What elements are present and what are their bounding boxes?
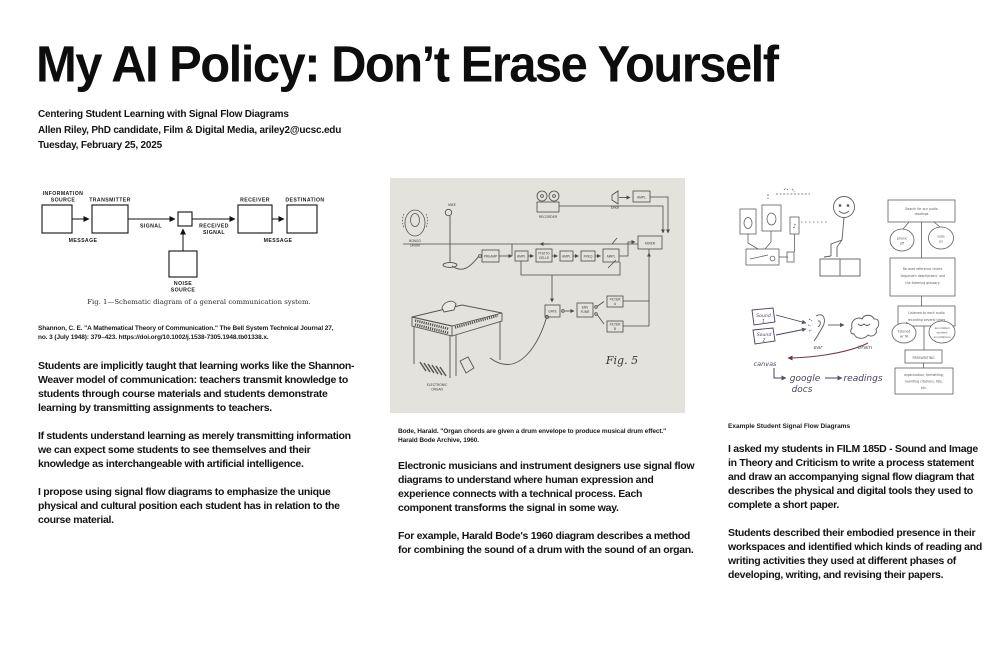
info-source-label: INFORMATION	[42, 191, 84, 197]
svg-text:SIGNAL: SIGNAL	[203, 230, 225, 236]
shannon-paragraph-1: Students are implicitly taught that learning works like the Shannon-Weaver model of communication: teachers transmit knowledge to students through course materials and students demonstrate learning by transmitting assignments to teachers.	[38, 360, 355, 414]
column-shannon	[38, 178, 360, 527]
subtitle-block	[38, 107, 341, 154]
student-figure	[728, 182, 986, 413]
svg-text:w/ TA: w/ TA	[899, 334, 909, 339]
preamp-label: PREAMP	[483, 254, 498, 259]
canvas-label: canvas	[753, 360, 777, 368]
subtitle-author-line: Allen Riley, PhD candidate, Film & Digital Media, ariley2@ucsc.edu	[38, 124, 342, 136]
readings-label: readings	[843, 374, 883, 384]
shannon-labels	[43, 191, 325, 306]
svg-text:ENV: ENV	[581, 305, 589, 310]
shannon-figure	[38, 185, 360, 315]
message-left-label: MESSAGE	[68, 238, 98, 244]
svg-text:FILTER: FILTER	[609, 297, 621, 302]
listener-figure-sketch	[820, 197, 860, 277]
receiver-label: RECEIVER	[240, 197, 270, 204]
svg-text:subs: subs	[937, 234, 945, 239]
svg-text:FREQ: FREQ	[583, 254, 593, 259]
fig5-label: Fig. 5	[605, 354, 639, 367]
shannon-paragraph-2: If students understand learning as merely transmitting information we can expect some students to see themselves and their knowledge as interchangeable with artificial intelligence.	[38, 430, 351, 470]
svg-text:listened: listened	[897, 329, 911, 334]
svg-text:annotations: annotations	[933, 335, 951, 339]
recorder-label: RECORDER	[538, 215, 558, 219]
svg-text:Listened to each audio: Listened to each audio	[908, 311, 945, 315]
mixer-label: MIXER	[644, 241, 656, 246]
spkr-label: SPKR	[610, 206, 620, 210]
svg-text:organization, formatting,: organization, formatting,	[904, 373, 944, 377]
svg-text:2: 2	[762, 338, 766, 344]
shannon-citation: Shannon, C. E. "A Mathematical Theory of Communication." The Bell System Technical Journal 27, no. 3 (July 1948): 379–423. https://doi.org/10.1002/j.1538-7305.1948.tb01338.x.	[38, 325, 334, 341]
svg-text:A: A	[613, 302, 617, 306]
shannon-paragraph-3: I propose using signal flow diagrams to emphasize the unique physical and cultural position each student has in relation to the course material.	[38, 486, 340, 526]
subtitle-date-line: Tuesday, February 25, 2025	[38, 140, 162, 151]
svg-text:Re-read reference charts: Re-read reference charts	[902, 267, 943, 271]
svg-text:Search for our audio: Search for our audio	[905, 207, 938, 211]
subtitle-line: Centering Student Learning with Signal Flow Diagrams	[38, 109, 289, 120]
column-student	[728, 178, 986, 582]
student-caption: Example Student Signal Flow Diagrams	[728, 423, 851, 430]
stereo-setup-sketch	[740, 189, 828, 266]
svg-text:CELLS: CELLS	[538, 256, 550, 260]
svg-text:off: off	[899, 241, 905, 246]
svg-text:the listening glossary: the listening glossary	[905, 281, 940, 285]
svg-text:recording several times: recording several times	[907, 318, 946, 322]
svg-text:FREEWRITING: FREEWRITING	[912, 356, 935, 360]
bode-paragraph-2: For example, Harald Bode's 1960 diagram describes a method for combining the sound of a drum with the sound of an organ.	[398, 530, 694, 556]
svg-text:PHOTO: PHOTO	[538, 251, 550, 256]
brain-label: brain	[857, 345, 873, 351]
bode-citation: Bode, Harald. "Organ chords are given a drum envelope to produce musical drum effect." Harald Bode Archive, 1960.	[398, 428, 667, 444]
destination-label: DESTINATION	[285, 197, 325, 204]
transmitter-label: TRANSMITTER	[89, 197, 131, 204]
signal-label: SIGNAL	[140, 223, 162, 230]
sound-ear-brain-sketch	[752, 308, 883, 395]
ear-label: ear	[813, 345, 823, 351]
mike-label: MIKE	[448, 203, 456, 207]
svg-text:etc.: etc.	[921, 386, 927, 390]
noise-source-label: NOISE	[173, 281, 193, 287]
docs-label: docs	[791, 385, 813, 395]
student-paragraph-2: Students described their embodied presence in their workspaces and identified which kinds of reading and writing activities they used at different phases of developing, writing, and revising their papers.	[728, 527, 982, 581]
bode-figure	[390, 178, 697, 418]
bode-diagram-svg	[390, 178, 685, 413]
svg-text:AMPL: AMPL	[606, 254, 616, 259]
svg-text:rewriting citations, title,: rewriting citations, title,	[904, 379, 944, 384]
bongo-label: BONGO	[409, 239, 421, 243]
page-title: My AI Policy: Don’t Erase Yourself	[36, 36, 778, 93]
bode-scan-background	[390, 178, 685, 413]
svg-text:AMPL: AMPL	[562, 254, 571, 259]
student-diagram-svg	[728, 182, 986, 408]
svg-text:phone: phone	[897, 236, 907, 241]
svg-text:B: B	[613, 327, 617, 331]
svg-text:DRUM: DRUM	[410, 243, 420, 248]
svg-text:FILTER: FILTER	[609, 322, 621, 327]
svg-text:ORGAN: ORGAN	[431, 387, 443, 392]
google-label: google	[789, 374, 821, 384]
svg-text:1: 1	[762, 319, 765, 325]
shannon-diagram-svg	[38, 185, 360, 310]
svg-text:‘Argument descriptions’ and: ‘Argument descriptions’ and	[899, 274, 946, 278]
ampl-top-label: AMPL	[637, 195, 646, 200]
svg-text:SOURCE: SOURCE	[170, 287, 196, 294]
student-flowchart-sketch	[888, 200, 955, 394]
svg-text:Sound: Sound	[756, 314, 771, 319]
svg-text:on: on	[939, 239, 943, 244]
gate-label: GATE	[548, 309, 557, 314]
column-bode	[390, 178, 697, 557]
svg-text:readings: readings	[914, 212, 929, 216]
shannon-figure-caption: Fig. 1—Schematic diagram of a general communication system.	[87, 298, 311, 306]
received-signal-label: RECEIVED	[199, 223, 229, 230]
student-paragraph-1: I asked my students in FILM 185D - Sound and Image in Theory and Criticism to write a process statement and draw an accompanying signal flow diagram that describes the physical and digital tools they used to complete a short paper.	[728, 443, 978, 511]
music-note-icon: ♪	[792, 223, 797, 230]
bode-paragraph-1: Electronic musicians and instrument designers use signal flow diagrams to understand where human expression and experience connects with a technical process. Each component transforms the signal in some way.	[398, 460, 695, 514]
svg-text:SOURCE: SOURCE	[50, 197, 76, 204]
svg-text:annotated: annotated	[934, 326, 950, 330]
svg-text:AMPL: AMPL	[517, 254, 526, 259]
organ-label: ELECTRONIC	[426, 383, 448, 387]
svg-text:student: student	[936, 330, 948, 335]
svg-text:FLWR: FLWR	[580, 310, 590, 314]
svg-text:Sound: Sound	[756, 333, 772, 338]
message-right-label: MESSAGE	[263, 238, 293, 244]
